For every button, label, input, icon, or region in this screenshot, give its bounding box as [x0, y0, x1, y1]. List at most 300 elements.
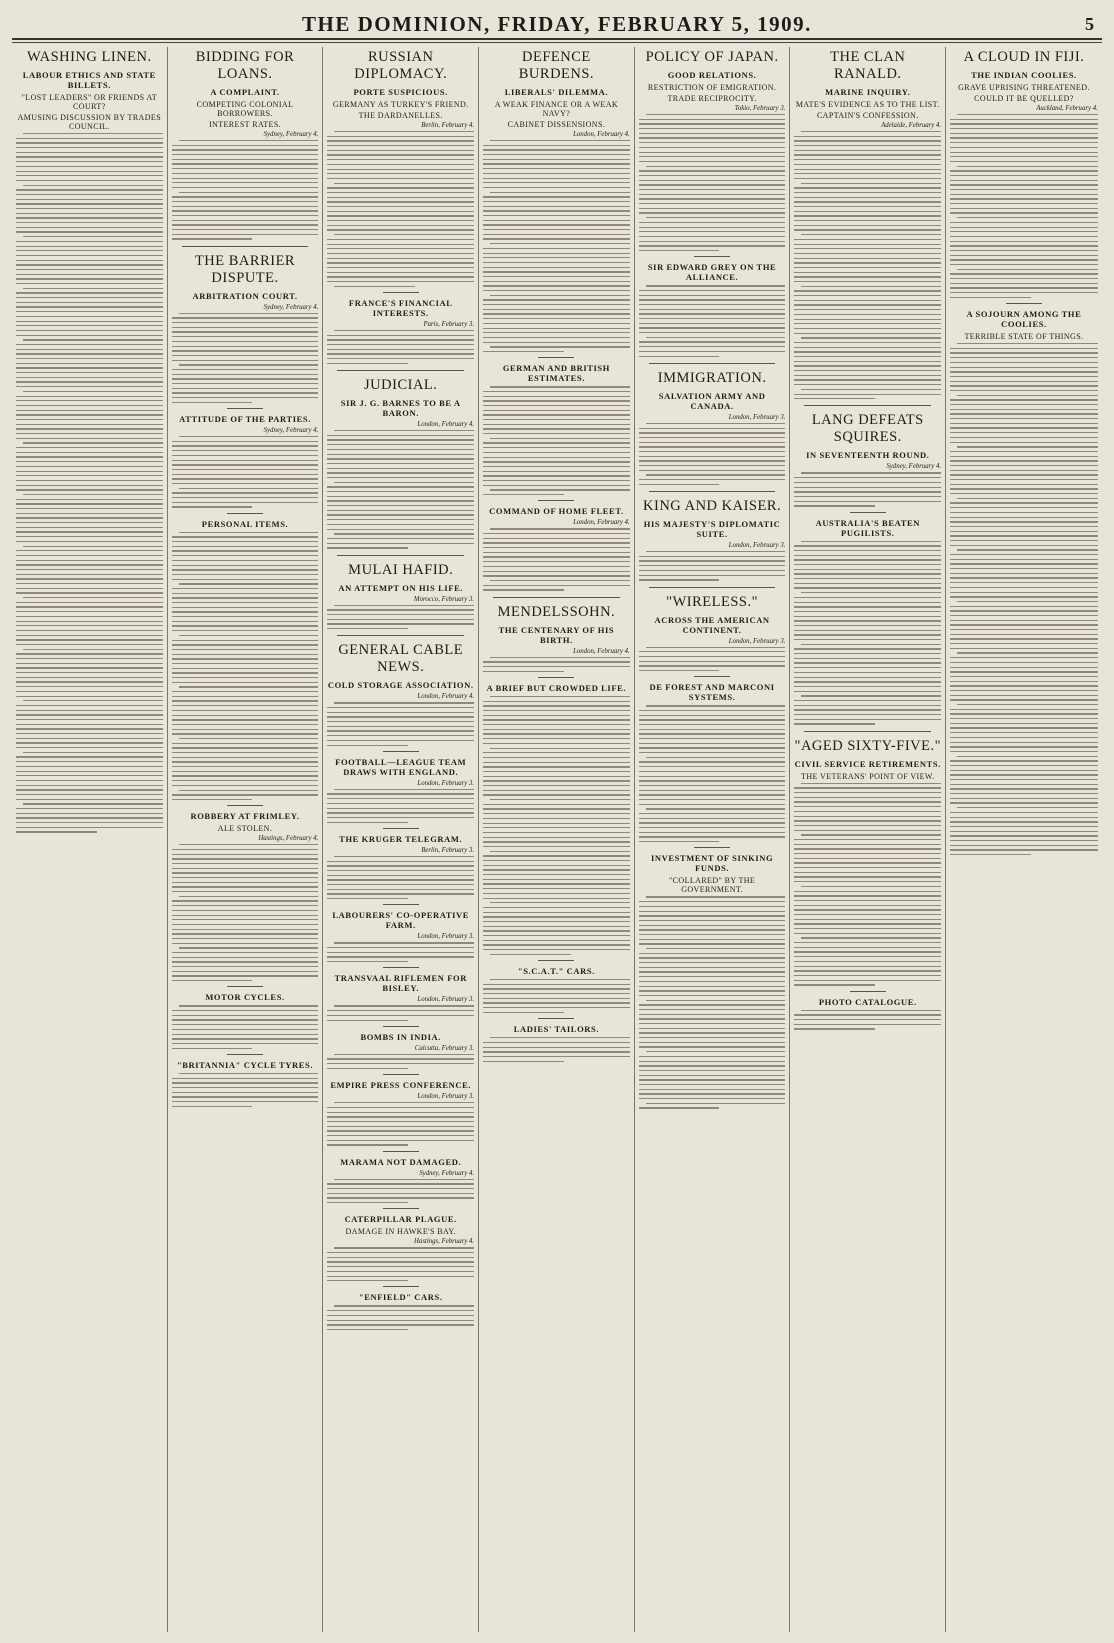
text-line [483, 719, 630, 720]
text-line [794, 942, 941, 943]
text-line [794, 258, 941, 259]
text-line [950, 695, 1098, 696]
text-line [639, 747, 786, 748]
article [327, 49, 474, 287]
text-line [483, 926, 630, 927]
divider [383, 292, 419, 293]
text-line [950, 751, 1098, 752]
text-line [490, 851, 630, 852]
text-line [172, 691, 319, 692]
text-line [639, 995, 786, 996]
article-headline: GENERAL CABLE NEWS. [338, 642, 464, 676]
article-subhead: LIBERALS' DILEMMA. [504, 87, 609, 97]
text-line [950, 409, 1098, 410]
text-line [327, 1329, 408, 1330]
text-line [639, 990, 786, 991]
text-line [950, 812, 1098, 813]
text-line [639, 175, 786, 176]
divider [383, 967, 419, 968]
divider [538, 677, 574, 678]
article-subhead: CABINET DISSENSIONS. [507, 120, 606, 129]
text-line [483, 405, 630, 406]
text-line [16, 410, 163, 411]
text-line [957, 217, 1098, 218]
text-line [334, 330, 474, 331]
text-line [483, 860, 630, 861]
text-line [172, 483, 319, 484]
text-line [646, 337, 786, 338]
text-line [172, 210, 319, 211]
text-line [957, 652, 1098, 653]
text-line [794, 215, 941, 216]
text-line [483, 733, 630, 734]
article-subhead: MOTOR CYCLES. [205, 992, 285, 1003]
article-body [172, 532, 319, 800]
text-line [172, 383, 319, 384]
text-line [327, 812, 474, 813]
text-line [639, 651, 786, 652]
text-line [172, 378, 319, 379]
text-line [639, 976, 786, 977]
text-line [172, 975, 319, 976]
text-line [950, 241, 1098, 242]
text-line [16, 625, 163, 626]
text-line [172, 799, 253, 800]
article-subhead: AMUSING DISCUSSION BY TRADES COUNCIL. [17, 113, 162, 131]
text-line [327, 1257, 474, 1258]
text-line [16, 278, 163, 279]
text-line [483, 257, 630, 258]
text-line [327, 1310, 474, 1311]
text-line [327, 889, 474, 890]
article [483, 597, 630, 672]
text-line [483, 556, 630, 557]
text-line [639, 729, 786, 730]
text-line [172, 588, 319, 589]
text-line [950, 742, 1098, 743]
text-line [334, 131, 474, 132]
text-line [483, 585, 630, 586]
text-line [172, 492, 319, 493]
text-line [16, 714, 163, 715]
text-line [490, 386, 630, 387]
text-line [483, 210, 630, 211]
text-line [327, 1135, 474, 1136]
text-line [23, 494, 163, 495]
text-line [327, 258, 474, 259]
article-subhead: CATERPILLAR PLAGUE. [344, 1214, 457, 1225]
text-line [172, 464, 319, 465]
text-line [639, 1070, 786, 1071]
text-line [483, 552, 630, 553]
text-line [172, 327, 319, 328]
article-subhead: COMPETING COLONIAL BORROWERS. [196, 100, 294, 118]
text-line [483, 428, 630, 429]
text-line [794, 290, 941, 291]
text-line [794, 723, 875, 724]
text-line [483, 187, 630, 188]
text-line [16, 794, 163, 795]
text-line [327, 206, 474, 207]
text-line [794, 384, 941, 385]
text-line [639, 1014, 786, 1015]
text-line [327, 730, 474, 731]
text-line [957, 395, 1098, 396]
text-line [172, 341, 319, 342]
masthead [12, 10, 1102, 40]
text-line [794, 365, 941, 366]
text-line [172, 168, 319, 169]
text-line [172, 886, 319, 887]
text-line [327, 1107, 474, 1108]
article [327, 370, 474, 548]
text-line [950, 559, 1098, 560]
text-line [639, 137, 786, 138]
text-line [483, 400, 630, 401]
text-line [950, 362, 1098, 363]
text-line [639, 827, 786, 828]
text-line [950, 690, 1098, 691]
text-line [794, 1014, 941, 1015]
text-line [483, 542, 630, 543]
text-line [327, 140, 474, 141]
text-line [483, 313, 630, 314]
text-line [179, 583, 319, 584]
text-line [327, 879, 474, 880]
text-line [950, 582, 1098, 583]
text-line [16, 644, 163, 645]
text-line [794, 914, 941, 915]
text-line [327, 349, 474, 350]
text-line [950, 212, 1098, 213]
text-line [483, 342, 630, 343]
text-line [490, 979, 630, 980]
text-line [16, 456, 163, 457]
text-line [16, 611, 163, 612]
text-line [950, 297, 1031, 298]
text-line [327, 187, 474, 188]
article-subhead: TRANSVAAL RIFLEMEN FOR BISLEY. [334, 973, 467, 994]
text-line [327, 335, 474, 336]
text-line [646, 1103, 786, 1104]
text-line [639, 570, 786, 571]
text-line [172, 900, 319, 901]
text-line [639, 346, 786, 347]
text-line [483, 163, 630, 164]
text-line [16, 274, 163, 275]
text-line [794, 192, 941, 193]
text-line [327, 529, 474, 530]
article-body [327, 1179, 474, 1204]
text-line [639, 456, 786, 457]
text-line [639, 428, 786, 429]
text-line [794, 966, 941, 967]
text-line [327, 1130, 474, 1131]
divider [538, 500, 574, 501]
text-line [327, 803, 474, 804]
text-line [483, 220, 630, 221]
text-line [483, 229, 630, 230]
text-line [490, 799, 630, 800]
text-line [16, 381, 163, 382]
text-line [172, 187, 319, 188]
article-body [483, 386, 630, 495]
text-line [16, 831, 97, 832]
text-line [327, 1276, 474, 1277]
text-line [172, 1034, 319, 1035]
article [950, 49, 1098, 298]
text-line [327, 1020, 408, 1021]
text-line [327, 865, 474, 866]
text-line [483, 328, 630, 329]
text-line [639, 123, 786, 124]
text-line [794, 975, 941, 976]
text-line [646, 1051, 786, 1052]
section-rule [649, 587, 776, 588]
text-line [801, 131, 941, 132]
text-line [327, 262, 474, 263]
text-line [646, 217, 786, 218]
text-line [16, 747, 163, 748]
text-line [794, 1019, 941, 1020]
text-line [794, 639, 941, 640]
text-line [801, 1010, 941, 1011]
text-line [334, 1054, 474, 1055]
text-line [172, 238, 253, 239]
article-body [950, 343, 1098, 855]
section-rule [804, 731, 931, 732]
text-line [950, 709, 1098, 710]
text-line [327, 740, 474, 741]
text-line [16, 789, 163, 790]
text-line [172, 780, 319, 781]
text-line [794, 477, 941, 478]
text-line [179, 364, 319, 365]
text-line [639, 1037, 786, 1038]
text-line [794, 319, 941, 320]
text-line [327, 519, 474, 520]
text-line [950, 563, 1098, 564]
text-line [794, 653, 941, 654]
text-line [327, 500, 474, 501]
text-line [327, 225, 474, 226]
text-line [950, 194, 1098, 195]
text-line [23, 133, 163, 134]
text-line [794, 667, 941, 668]
masthead-title: THE DOMINION, FRIDAY, FEBRUARY 5, 1909. [302, 12, 812, 36]
text-line [327, 510, 474, 511]
text-line [950, 779, 1098, 780]
text-line [327, 745, 408, 746]
text-line [483, 940, 630, 941]
text-line [639, 752, 786, 753]
text-line [950, 606, 1098, 607]
article-body [639, 551, 786, 580]
article-subhead: MATE'S EVIDENCE AS TO THE LIST. [795, 100, 940, 109]
text-line [794, 394, 941, 395]
dateline: London, February 4. [573, 131, 630, 138]
article-body [327, 1054, 474, 1069]
text-line [639, 1032, 786, 1033]
text-line [483, 201, 630, 202]
section-rule [649, 491, 776, 492]
text-line [639, 1056, 786, 1057]
text-line [639, 250, 720, 251]
text-line [16, 738, 163, 739]
text-line [950, 671, 1098, 672]
text-line [483, 865, 630, 866]
article-body [172, 436, 319, 508]
text-line [483, 281, 630, 282]
text-line [490, 243, 630, 244]
text-line [801, 389, 941, 390]
text-line [483, 823, 630, 824]
divider [227, 805, 263, 806]
divider [383, 1074, 419, 1075]
text-line [957, 166, 1098, 167]
text-line [490, 438, 630, 439]
text-line [639, 142, 786, 143]
text-line [950, 502, 1098, 503]
text-line [794, 648, 941, 649]
article-body [639, 114, 786, 251]
text-line [179, 790, 319, 791]
text-line [16, 180, 163, 181]
text-line [794, 229, 941, 230]
text-line [794, 787, 941, 788]
text-line [16, 813, 163, 814]
article [794, 512, 941, 725]
text-line [639, 356, 720, 357]
text-line [483, 145, 630, 146]
text-line [950, 423, 1098, 424]
text-line [794, 501, 941, 502]
text-line [950, 250, 1098, 251]
text-line [172, 579, 319, 580]
text-line [794, 625, 941, 626]
text-line [16, 372, 163, 373]
text-line [639, 327, 786, 328]
text-line [950, 259, 1098, 260]
dateline: London, February 3. [728, 542, 786, 550]
text-line [639, 295, 786, 296]
text-line [16, 269, 163, 270]
text-line [794, 928, 941, 929]
text-line [794, 370, 941, 371]
text-line [327, 726, 474, 727]
divider [383, 1026, 419, 1027]
text-line [16, 621, 163, 622]
text-line [639, 766, 786, 767]
text-line [16, 335, 163, 336]
text-line [23, 597, 163, 598]
text-line [950, 835, 1098, 836]
text-line [172, 971, 319, 972]
text-line [483, 666, 630, 667]
section-rule [649, 363, 776, 364]
article-subhead: "S.C.A.T." CARS. [517, 966, 595, 977]
text-line [327, 1202, 408, 1203]
text-line [179, 738, 319, 739]
text-line [327, 947, 474, 948]
text-line [794, 505, 875, 506]
text-line [172, 336, 319, 337]
article-subhead: "BRITANNIA" CYCLE TYRES. [176, 1059, 314, 1070]
text-line [483, 538, 630, 539]
text-line [172, 1024, 319, 1025]
article [327, 555, 474, 630]
text-line [639, 560, 786, 561]
text-line [172, 346, 319, 347]
text-line [172, 915, 319, 916]
text-line [483, 267, 630, 268]
text-line [794, 691, 941, 692]
text-line [483, 1061, 564, 1062]
article-body [794, 131, 941, 399]
text-line [16, 208, 163, 209]
text-line [16, 175, 163, 176]
text-line [483, 410, 630, 411]
text-line [483, 248, 630, 249]
text-line [490, 696, 630, 697]
text-line [794, 587, 941, 588]
article-subhead: A WEAK FINANCE OR A WEAK NAVY? [494, 100, 619, 118]
text-line [950, 568, 1098, 569]
text-line [794, 361, 941, 362]
text-line [794, 239, 941, 240]
text-line [172, 872, 319, 873]
text-line [639, 804, 786, 805]
text-line [639, 920, 786, 921]
text-line [794, 686, 941, 687]
article [327, 1151, 474, 1204]
text-line [172, 966, 319, 967]
text-line [16, 283, 163, 284]
text-line [950, 123, 1098, 124]
article-body [794, 472, 941, 506]
article-subhead: FOOTBALL—LEAGUE TEAM DRAWS WITH ENGLAND. [335, 756, 467, 777]
text-line [172, 331, 319, 332]
text-line [334, 234, 474, 235]
text-line [483, 893, 630, 894]
text-line [334, 1305, 474, 1306]
article-headline: A CLOUD IN FIJI. [963, 49, 1085, 65]
dateline: Adelaide, February 4. [881, 122, 942, 129]
text-line [16, 138, 163, 139]
article [327, 751, 474, 823]
text-line [639, 1046, 786, 1047]
text-line [172, 607, 319, 608]
text-line [646, 474, 786, 475]
text-line [950, 770, 1098, 771]
text-line [327, 609, 474, 610]
article-body [327, 1102, 474, 1145]
text-line [639, 661, 786, 662]
text-line [794, 159, 941, 160]
article-body [327, 1305, 474, 1330]
text-line [794, 797, 941, 798]
divider [383, 1208, 419, 1209]
text-line [794, 206, 941, 207]
text-line [639, 670, 720, 671]
text-line [639, 925, 786, 926]
text-line [16, 560, 163, 561]
text-line [794, 304, 941, 305]
text-line [16, 377, 163, 378]
text-line [483, 575, 630, 576]
text-line [639, 957, 786, 958]
text-line [483, 869, 630, 870]
